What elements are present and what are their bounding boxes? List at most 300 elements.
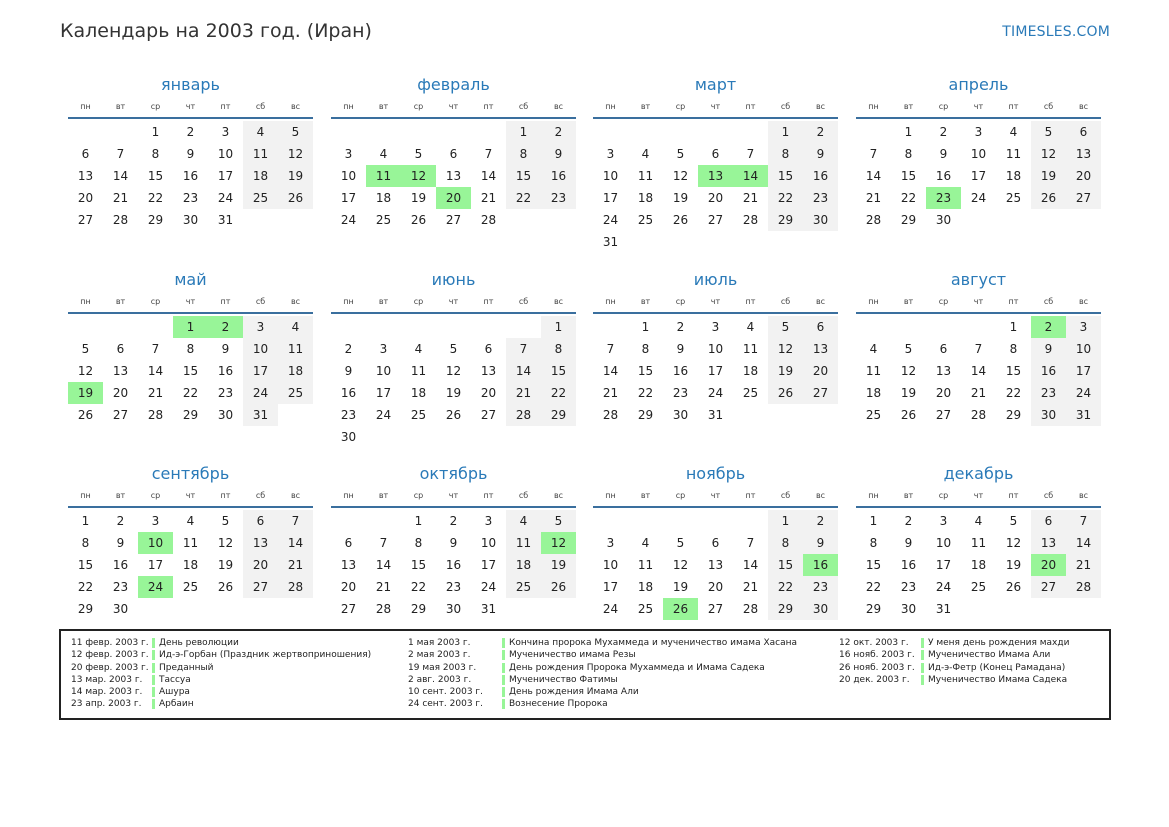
day-cell: 21	[970, 386, 987, 400]
legend-holiday-name: Мученичество имама Резы	[509, 650, 636, 661]
day-cell: 18	[182, 558, 199, 572]
day-cell: 12	[672, 169, 689, 183]
day-cell: 30	[900, 602, 917, 616]
day-cell: 5	[1009, 514, 1018, 528]
holiday-legend	[59, 629, 1111, 720]
weekday-label: ср	[413, 297, 424, 306]
day-cell: 26	[900, 408, 917, 422]
day-cell: 23	[182, 191, 199, 205]
day-cell: 11	[1005, 147, 1022, 161]
day-cell: 24	[602, 213, 619, 227]
holiday-marker	[921, 650, 924, 660]
day-cell: 17	[480, 558, 497, 572]
day-cell: 10	[340, 169, 357, 183]
day-cell: 3	[151, 514, 160, 528]
weekend-day-cell: 8	[768, 532, 803, 554]
header-rule	[856, 312, 1101, 314]
weekday-label: вт	[640, 297, 651, 306]
header-rule	[331, 312, 576, 314]
day-cell: 23	[900, 580, 917, 594]
day-cell: 29	[1005, 408, 1022, 422]
day-cell: 25	[375, 213, 392, 227]
weekend-day-cell: 26	[541, 576, 576, 598]
weekend-day-cell: 13	[1031, 532, 1066, 554]
day-cell: 18	[637, 580, 654, 594]
weekend-day-cell: 20	[243, 554, 278, 576]
weekday-label: чт	[448, 297, 459, 306]
day-cell: 11	[970, 536, 987, 550]
day-cell: 20	[340, 580, 357, 594]
weekday-label: чт	[185, 102, 196, 111]
day-cell: 21	[602, 386, 619, 400]
weekday-label: вт	[115, 102, 126, 111]
day-cell: 7	[116, 147, 125, 161]
month-name: октябрь	[419, 464, 488, 483]
day-cell: 10	[217, 147, 234, 161]
weekend-day-cell: 15	[506, 165, 541, 187]
weekday-label: пт	[483, 102, 494, 111]
day-cell: 26	[77, 408, 94, 422]
holiday-day-cell: 14	[733, 165, 768, 187]
weekend-day-cell: 8	[506, 143, 541, 165]
day-cell: 4	[974, 514, 983, 528]
day-cell: 7	[484, 147, 493, 161]
day-cell: 5	[676, 536, 685, 550]
weekend-day-cell: 14	[278, 532, 313, 554]
weekday-label: сб	[255, 102, 266, 111]
day-cell: 1	[414, 514, 423, 528]
day-cell: 12	[217, 536, 234, 550]
holiday-day-cell: 1	[173, 316, 208, 338]
day-cell: 27	[340, 602, 357, 616]
day-cell: 4	[379, 147, 388, 161]
day-cell: 21	[480, 191, 497, 205]
day-cell: 15	[182, 364, 199, 378]
day-cell: 15	[637, 364, 654, 378]
day-cell: 14	[970, 364, 987, 378]
day-cell: 12	[77, 364, 94, 378]
weekend-day-cell: 16	[1031, 360, 1066, 382]
weekend-day-cell: 5	[768, 316, 803, 338]
day-cell: 18	[742, 364, 759, 378]
holiday-day-cell: 12	[401, 165, 436, 187]
weekday-label: пн	[343, 491, 354, 500]
legend-date: 16 нояб. 2003 г.	[839, 650, 915, 661]
day-cell: 7	[606, 342, 615, 356]
weekday-label: пт	[1008, 297, 1019, 306]
holiday-marker	[502, 675, 505, 685]
weekday-label: сб	[780, 297, 791, 306]
legend-date: 19 мая 2003 г.	[408, 662, 477, 673]
day-cell: 31	[707, 408, 724, 422]
day-cell: 6	[939, 342, 948, 356]
weekend-day-cell: 5	[541, 510, 576, 532]
weekday-label: вт	[640, 102, 651, 111]
weekend-day-cell: 28	[278, 576, 313, 598]
day-cell: 13	[480, 364, 497, 378]
weekday-label: сб	[1043, 102, 1054, 111]
day-cell: 15	[77, 558, 94, 572]
legend-date: 12 окт. 2003 г.	[839, 638, 909, 648]
holiday-marker	[502, 687, 505, 697]
day-cell: 5	[676, 147, 685, 161]
holiday-marker	[921, 638, 924, 648]
legend-date: 10 сент. 2003 г.	[408, 687, 484, 698]
day-cell: 3	[344, 147, 353, 161]
weekday-label: вс	[553, 297, 564, 306]
weekend-day-cell: 8	[768, 143, 803, 165]
weekend-day-cell: 4	[243, 121, 278, 143]
day-cell: 18	[410, 386, 427, 400]
weekday-label: сб	[255, 491, 266, 500]
weekday-label: ср	[150, 297, 161, 306]
holiday-marker	[152, 675, 155, 685]
day-cell: 25	[742, 386, 759, 400]
weekend-day-cell: 7	[278, 510, 313, 532]
day-cell: 13	[112, 364, 129, 378]
day-cell: 25	[865, 408, 882, 422]
legend-date: 1 мая 2003 г.	[408, 638, 471, 648]
day-cell: 18	[970, 558, 987, 572]
day-cell: 23	[217, 386, 234, 400]
weekday-label: чт	[973, 102, 984, 111]
day-cell: 2	[116, 514, 125, 528]
day-cell: 20	[707, 191, 724, 205]
day-cell: 19	[410, 191, 427, 205]
day-cell: 16	[935, 169, 952, 183]
month-name: декабрь	[943, 464, 1014, 483]
weekday-label: пт	[220, 491, 231, 500]
header-rule	[331, 117, 576, 119]
weekend-day-cell: 29	[768, 209, 803, 231]
weekend-day-cell: 17	[1066, 360, 1101, 382]
weekend-day-cell: 28	[1066, 576, 1101, 598]
day-cell: 4	[186, 514, 195, 528]
weekday-label: пт	[220, 297, 231, 306]
weekend-day-cell: 30	[1031, 404, 1066, 426]
weekday-label: сб	[1043, 297, 1054, 306]
weekend-day-cell: 26	[1031, 187, 1066, 209]
weekday-label: пн	[80, 102, 91, 111]
holiday-day-cell: 24	[138, 576, 173, 598]
legend-date: 2 мая 2003 г.	[408, 650, 471, 661]
day-cell: 24	[707, 386, 724, 400]
day-cell: 12	[900, 364, 917, 378]
weekday-label: вт	[903, 102, 914, 111]
day-cell: 9	[116, 536, 125, 550]
weekday-label: пн	[343, 297, 354, 306]
day-cell: 4	[641, 147, 650, 161]
day-cell: 21	[865, 191, 882, 205]
day-cell: 26	[1005, 580, 1022, 594]
day-cell: 5	[904, 342, 913, 356]
day-cell: 26	[445, 408, 462, 422]
day-cell: 22	[865, 580, 882, 594]
day-cell: 8	[414, 536, 423, 550]
day-cell: 13	[340, 558, 357, 572]
day-cell: 29	[637, 408, 654, 422]
day-cell: 28	[375, 602, 392, 616]
day-cell: 10	[935, 536, 952, 550]
legend-holiday-name: Тассуа	[159, 674, 191, 685]
day-cell: 30	[672, 408, 689, 422]
holiday-day-cell: 2	[1031, 316, 1066, 338]
day-cell: 22	[1005, 386, 1022, 400]
weekend-day-cell: 24	[1066, 382, 1101, 404]
day-cell: 3	[974, 125, 983, 139]
day-cell: 2	[676, 320, 685, 334]
day-cell: 2	[344, 342, 353, 356]
day-cell: 14	[147, 364, 164, 378]
weekday-label: сб	[1043, 491, 1054, 500]
header-rule	[593, 312, 838, 314]
day-cell: 21	[742, 580, 759, 594]
day-cell: 11	[637, 169, 654, 183]
header-rule	[68, 312, 313, 314]
weekday-label: сб	[518, 102, 529, 111]
day-cell: 17	[147, 558, 164, 572]
weekday-label: чт	[973, 491, 984, 500]
weekend-day-cell: 27	[803, 382, 838, 404]
holiday-marker	[502, 699, 505, 709]
day-cell: 28	[970, 408, 987, 422]
weekday-label: пт	[220, 102, 231, 111]
weekday-label: вс	[815, 102, 826, 111]
weekday-label: пт	[1008, 102, 1019, 111]
day-cell: 14	[480, 169, 497, 183]
weekday-label: ср	[150, 102, 161, 111]
legend-date: 20 февр. 2003 г.	[71, 662, 149, 673]
weekday-label: вс	[815, 297, 826, 306]
legend-holiday-name: Арбаин	[159, 699, 194, 710]
legend-date: 11 февр. 2003 г.	[71, 638, 149, 648]
day-cell: 17	[602, 191, 619, 205]
legend-holiday-name: Мученичество Имама Али	[928, 650, 1051, 661]
day-cell: 4	[1009, 125, 1018, 139]
day-cell: 7	[151, 342, 160, 356]
day-cell: 15	[865, 558, 882, 572]
day-cell: 16	[900, 558, 917, 572]
day-cell: 30	[445, 602, 462, 616]
day-cell: 31	[217, 213, 234, 227]
weekday-label: вт	[640, 491, 651, 500]
weekend-day-cell: 25	[278, 382, 313, 404]
day-cell: 17	[707, 364, 724, 378]
day-cell: 27	[707, 213, 724, 227]
weekend-day-cell: 25	[506, 576, 541, 598]
day-cell: 22	[77, 580, 94, 594]
day-cell: 19	[672, 580, 689, 594]
weekend-day-cell: 19	[1031, 165, 1066, 187]
holiday-marker	[502, 638, 505, 648]
day-cell: 17	[970, 169, 987, 183]
weekday-label: чт	[710, 491, 721, 500]
weekday-label: пт	[1008, 491, 1019, 500]
day-cell: 9	[186, 147, 195, 161]
weekend-day-cell: 24	[243, 382, 278, 404]
day-cell: 24	[935, 580, 952, 594]
day-cell: 14	[602, 364, 619, 378]
weekday-label: пн	[80, 491, 91, 500]
header-rule	[856, 117, 1101, 119]
weekend-day-cell: 18	[506, 554, 541, 576]
day-cell: 22	[410, 580, 427, 594]
weekday-label: пн	[343, 102, 354, 111]
month-name: апрель	[948, 75, 1009, 94]
weekday-label: сб	[518, 491, 529, 500]
day-cell: 30	[112, 602, 129, 616]
day-cell: 24	[480, 580, 497, 594]
day-cell: 18	[637, 191, 654, 205]
day-cell: 23	[340, 408, 357, 422]
holiday-day-cell: 11	[366, 165, 401, 187]
weekday-label: чт	[185, 297, 196, 306]
day-cell: 18	[865, 386, 882, 400]
month-name: сентябрь	[151, 464, 230, 483]
weekend-day-cell: 15	[768, 554, 803, 576]
weekend-day-cell: 23	[803, 187, 838, 209]
weekday-label: ср	[938, 102, 949, 111]
legend-holiday-name: Ашура	[159, 687, 190, 698]
weekend-day-cell: 9	[803, 143, 838, 165]
month-name: июнь	[431, 270, 476, 289]
weekday-label: ср	[938, 491, 949, 500]
day-cell: 11	[742, 342, 759, 356]
day-cell: 20	[112, 386, 129, 400]
day-cell: 17	[602, 580, 619, 594]
legend-holiday-name: Преданный	[159, 662, 214, 673]
day-cell: 29	[77, 602, 94, 616]
day-cell: 6	[711, 147, 720, 161]
weekday-label: вт	[115, 491, 126, 500]
weekday-label: чт	[448, 491, 459, 500]
day-cell: 1	[869, 514, 878, 528]
day-cell: 11	[865, 364, 882, 378]
weekend-day-cell: 19	[541, 554, 576, 576]
day-cell: 8	[904, 147, 913, 161]
weekday-label: вс	[815, 491, 826, 500]
day-cell: 1	[1009, 320, 1018, 334]
weekend-day-cell: 12	[278, 143, 313, 165]
holiday-marker	[152, 638, 155, 648]
weekend-day-cell: 22	[506, 187, 541, 209]
day-cell: 13	[707, 558, 724, 572]
day-cell: 5	[221, 514, 230, 528]
day-cell: 1	[81, 514, 90, 528]
weekday-label: вс	[553, 102, 564, 111]
day-cell: 2	[449, 514, 458, 528]
day-cell: 8	[641, 342, 650, 356]
weekend-day-cell: 9	[803, 532, 838, 554]
weekend-day-cell: 25	[243, 187, 278, 209]
day-cell: 8	[186, 342, 195, 356]
day-cell: 7	[379, 536, 388, 550]
weekday-label: пт	[745, 102, 756, 111]
holiday-marker	[152, 650, 155, 660]
day-cell: 27	[112, 408, 129, 422]
weekend-day-cell: 26	[278, 187, 313, 209]
day-cell: 22	[637, 386, 654, 400]
day-cell: 20	[935, 386, 952, 400]
weekend-day-cell: 29	[541, 404, 576, 426]
day-cell: 12	[672, 558, 689, 572]
day-cell: 17	[217, 169, 234, 183]
holiday-marker	[502, 663, 505, 673]
day-cell: 16	[217, 364, 234, 378]
weekday-label: вт	[378, 102, 389, 111]
weekday-label: вс	[290, 491, 301, 500]
weekend-day-cell: 2	[803, 121, 838, 143]
day-cell: 29	[900, 213, 917, 227]
day-cell: 18	[375, 191, 392, 205]
day-cell: 10	[602, 558, 619, 572]
weekend-day-cell: 28	[506, 404, 541, 426]
day-cell: 4	[641, 536, 650, 550]
weekend-day-cell: 29	[768, 598, 803, 620]
day-cell: 16	[340, 386, 357, 400]
day-cell: 13	[77, 169, 94, 183]
legend-holiday-name: Вознесение Пророка	[509, 699, 608, 710]
day-cell: 6	[484, 342, 493, 356]
day-cell: 24	[970, 191, 987, 205]
day-cell: 14	[112, 169, 129, 183]
day-cell: 8	[869, 536, 878, 550]
weekend-day-cell: 21	[278, 554, 313, 576]
site-link[interactable]: TIMESLES.COM	[1002, 24, 1110, 40]
weekday-label: сб	[780, 102, 791, 111]
weekend-day-cell: 11	[506, 532, 541, 554]
weekend-day-cell: 10	[243, 338, 278, 360]
weekend-day-cell: 3	[243, 316, 278, 338]
day-cell: 28	[742, 213, 759, 227]
header-rule	[856, 506, 1101, 508]
day-cell: 1	[904, 125, 913, 139]
day-cell: 5	[414, 147, 423, 161]
header-rule	[593, 117, 838, 119]
month-name: январь	[161, 75, 220, 94]
day-cell: 27	[445, 213, 462, 227]
weekday-label: пн	[868, 297, 879, 306]
weekend-day-cell: 21	[1066, 554, 1101, 576]
day-cell: 15	[900, 169, 917, 183]
day-cell: 14	[742, 558, 759, 572]
day-cell: 27	[77, 213, 94, 227]
weekend-day-cell: 1	[506, 121, 541, 143]
day-cell: 6	[344, 536, 353, 550]
day-cell: 10	[375, 364, 392, 378]
day-cell: 27	[935, 408, 952, 422]
day-cell: 30	[935, 213, 952, 227]
day-cell: 26	[217, 580, 234, 594]
legend-holiday-name: У меня день рождения махди	[928, 638, 1070, 648]
day-cell: 8	[151, 147, 160, 161]
day-cell: 22	[182, 386, 199, 400]
day-cell: 3	[939, 514, 948, 528]
weekend-day-cell: 23	[1031, 382, 1066, 404]
holiday-day-cell: 19	[68, 382, 103, 404]
day-cell: 6	[449, 147, 458, 161]
weekday-label: пн	[605, 102, 616, 111]
weekend-day-cell: 22	[541, 382, 576, 404]
day-cell: 19	[1005, 558, 1022, 572]
weekday-label: вс	[1078, 102, 1089, 111]
holiday-day-cell: 20	[436, 187, 471, 209]
day-cell: 26	[410, 213, 427, 227]
weekday-label: вс	[1078, 491, 1089, 500]
weekday-label: пт	[745, 491, 756, 500]
weekend-day-cell: 2	[541, 121, 576, 143]
weekday-label: сб	[255, 297, 266, 306]
